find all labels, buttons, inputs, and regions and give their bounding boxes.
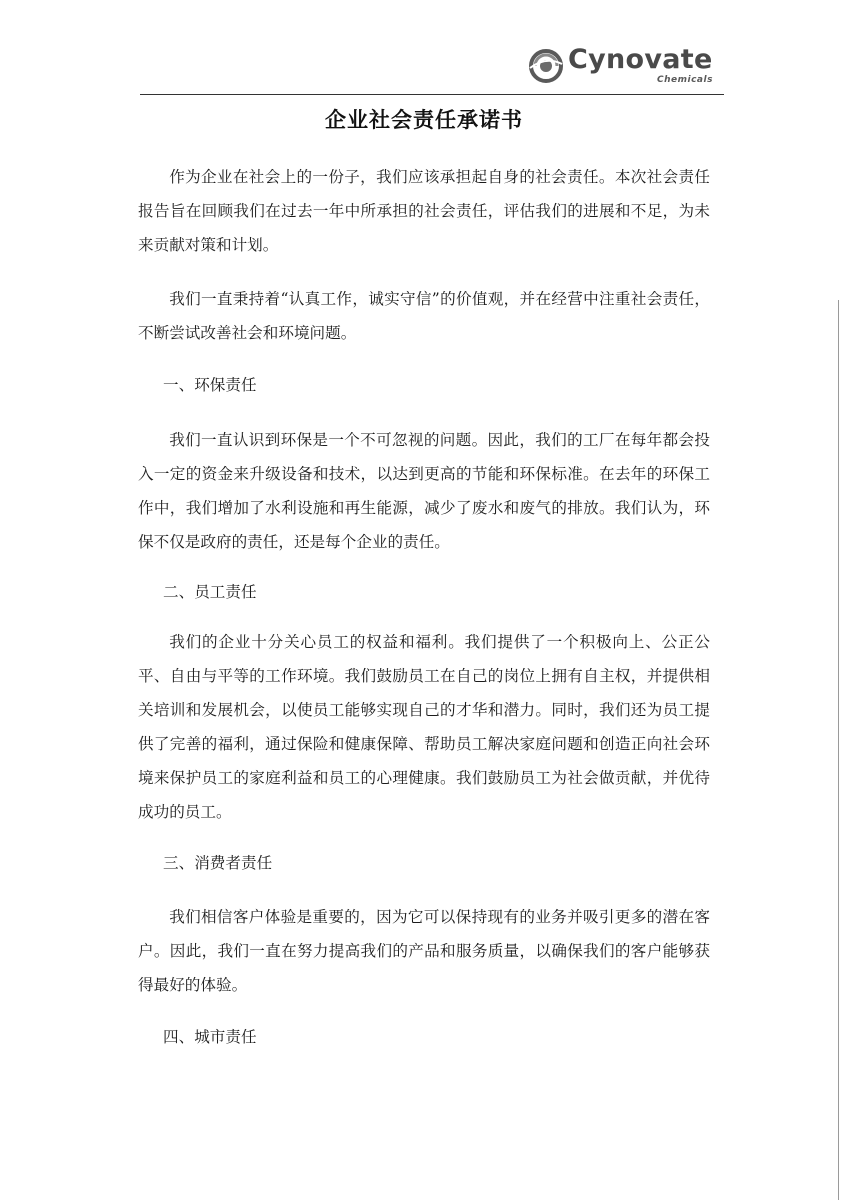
intro-paragraph: 我们一直秉持着“认真工作，诚实守信”的价值观，并在经营中注重社会责任，不断尝试改善社会和环境问题。	[138, 290, 710, 342]
scan-edge-line	[838, 300, 839, 1200]
logo-name: Cynovate	[568, 44, 713, 75]
logo-subtitle: Chemicals	[657, 75, 713, 85]
section-heading: 四、城市责任	[163, 1028, 257, 1046]
cynovate-logo-icon	[528, 48, 564, 84]
company-logo	[528, 44, 718, 90]
section-paragraph: 我们的企业十分关心员工的权益和福利。我们提供了一个积极向上、公正公平、自由与平等的工作环境。我们鼓励员工在自己的岗位上拥有自主权，并提供相关培训和发展机会，以使员工能够实现自己的才华和潜力。同时，我们还为员工提供了完善的福利，通过保险和健康保障、帮助员工解决家庭问题和创造正向社会环境来保护员工的家庭利益和员工的心理健康。我们鼓励员工为社会做贡献，并优待成功的员工。	[138, 633, 710, 821]
header-divider	[140, 94, 724, 95]
section-heading: 三、消费者责任	[163, 854, 273, 872]
section-paragraph: 我们相信客户体验是重要的，因为它可以保持现有的业务并吸引更多的潜在客户。因此，我们一直在努力提高我们的产品和服务质量，以确保我们的客户能够获得最好的体验。	[138, 908, 710, 994]
intro-paragraph: 作为企业在社会上的一份子，我们应该承担起自身的社会责任。本次社会责任报告旨在回顾我们在过去一年中所承担的社会责任，评估我们的进展和不足，为未来贡献对策和计划。	[138, 168, 710, 254]
section-paragraph: 我们一直认识到环保是一个不可忽视的问题。因此，我们的工厂在每年都会投入一定的资金来升级设备和技术，以达到更高的节能和环保标准。在去年的环保工作中，我们增加了水利设施和再生能源，减少了废水和废气的排放。我们认为，环保不仅是政府的责任，还是每个企业的责任。	[138, 431, 710, 551]
section-heading: 二、员工责任	[163, 583, 257, 601]
document-title: 企业社会责任承诺书	[325, 107, 523, 132]
section-heading: 一、环保责任	[163, 376, 257, 394]
